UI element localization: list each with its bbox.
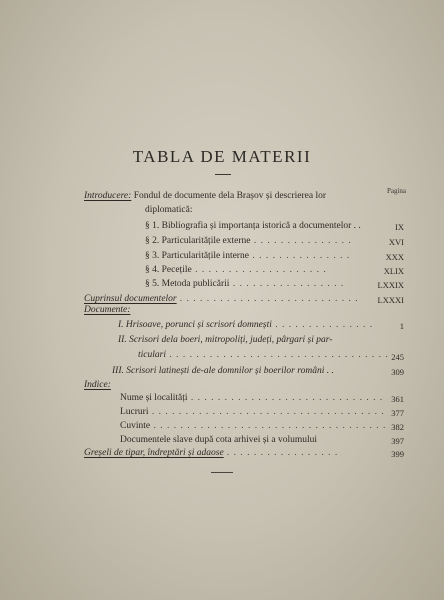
toc-page-number: 382 bbox=[391, 422, 404, 432]
toc-entry-cuprinsul: Cuprinsul documentelor . . . . . . . . . . . . . . . . . . . . . . . . . . . bbox=[84, 294, 359, 304]
leader-dots: . . . . . . . . . . . . . . . . . . . . . . . . . . . . . . . . . bbox=[165, 350, 389, 360]
leader-dots: . . . . . . . . . . . . . . . bbox=[250, 236, 352, 246]
leader-dots: . . . . . . . . . . . . . . . . . . . . bbox=[191, 265, 327, 275]
toc-page-number: LXXIX bbox=[377, 280, 404, 290]
toc-page-number: 397 bbox=[391, 436, 404, 446]
leader-dots: . . . . . . . . . . . . . . . . . . . . . . . . . . . . . bbox=[187, 393, 384, 403]
toc-section-documente: Documente: bbox=[84, 305, 131, 315]
toc-entry-metoda: § 5. Metoda publicării . . . . . . . . . . . . . . . . . bbox=[145, 279, 345, 289]
leader-dots: . . . . . . . . . . . . . . . . . . . . . . . . . . . . . . . . . . . bbox=[150, 421, 387, 431]
toc-page-number: 245 bbox=[391, 352, 404, 362]
toc-section-label: Introducere: bbox=[84, 191, 132, 201]
toc-entry-diplomatica: diplomatică: bbox=[145, 205, 193, 215]
toc-entry-externe: § 2. Particularitățile externe . . . . . . . . . . . . . . . bbox=[145, 236, 352, 246]
toc-entry-lucruri: Lucruri . . . . . . . . . . . . . . . . . . . . . . . . . . . . . . . . . . . bbox=[120, 407, 385, 417]
toc-entry-scrisori-boeri: II. Scrisori dela boeri, mitropoliți, județi, pârgari și par- bbox=[118, 335, 333, 345]
toc-entry-scrisori-latinesti: III. Scrisori latinești de-ale domnilor și boerilor români . . bbox=[112, 366, 334, 376]
toc-entry-greseli: Greșeli de tipar, îndreptări și adaose . . . . . . . . . . . . . . . . . bbox=[84, 448, 339, 458]
toc-entry-documentele-slave: Documentele slave după cota arhivei și a volumului bbox=[120, 435, 318, 445]
toc-entry-introducere bbox=[84, 191, 326, 202]
toc-entry-text: Fondul de documente dela Brașov și descrierea lor bbox=[133, 191, 327, 201]
closing-divider bbox=[211, 472, 233, 473]
toc-entry-particulari: ticulari . . . . . . . . . . . . . . . . . . . . . . . . . . . . . . . . . bbox=[138, 350, 389, 360]
toc-entry-bibliografia: § 1. Bibliografia și importanța istorică a documentelor . . bbox=[145, 221, 361, 231]
toc-page-number: 309 bbox=[391, 367, 404, 377]
toc-page-number: XXX bbox=[385, 252, 404, 262]
toc-section-indice: Indice: bbox=[84, 380, 111, 390]
toc-page-number: XVI bbox=[388, 237, 404, 247]
toc-entry-interne: § 3. Particularitățile interne . . . . . . . . . . . . . . . bbox=[145, 251, 351, 261]
toc-page-number: 399 bbox=[391, 449, 404, 459]
leader-dots: . . . . . . . . . . . . . . . . . bbox=[223, 448, 339, 458]
toc-page-number: 361 bbox=[391, 394, 404, 404]
toc-page-number: 377 bbox=[391, 408, 404, 418]
leader-dots: . . . . . . . . . . . . . . . . . bbox=[229, 279, 345, 289]
page-column-header: Pagina bbox=[386, 187, 406, 195]
toc-page-number: IX bbox=[395, 222, 404, 232]
toc-page-number: XLIX bbox=[383, 266, 404, 276]
leader-dots: . . . . . . . . . . . . . . . . . . . . . . . . . . . bbox=[176, 294, 359, 304]
toc-entry-pecetile: § 4. Pecețile . . . . . . . . . . . . . . . . . . . . bbox=[145, 265, 327, 275]
toc-entry-cuvinte: Cuvinte . . . . . . . . . . . . . . . . . . . . . . . . . . . . . . . . . . . bbox=[120, 421, 387, 431]
toc-page-number: 1 bbox=[399, 321, 404, 331]
toc-entry-hrisoave: I. Hrisoave, porunci și scrisori domnești . . . . . . . . . . . . . . . bbox=[118, 320, 374, 330]
leader-dots: . . . . . . . . . . . . . . . bbox=[248, 251, 351, 261]
page-title: TABLA DE MATERII bbox=[132, 147, 312, 166]
leader-dots: . . . . . . . . . . . . . . . bbox=[271, 320, 374, 330]
leader-dots: . . . . . . . . . . . . . . . . . . . . . . . . . . . . . . . . . . . bbox=[148, 407, 385, 417]
toc-entry-nume: Nume și localități . . . . . . . . . . . . . . . . . . . . . . . . . . . . . bbox=[120, 393, 384, 403]
toc-page-number: LXXXI bbox=[377, 295, 404, 305]
